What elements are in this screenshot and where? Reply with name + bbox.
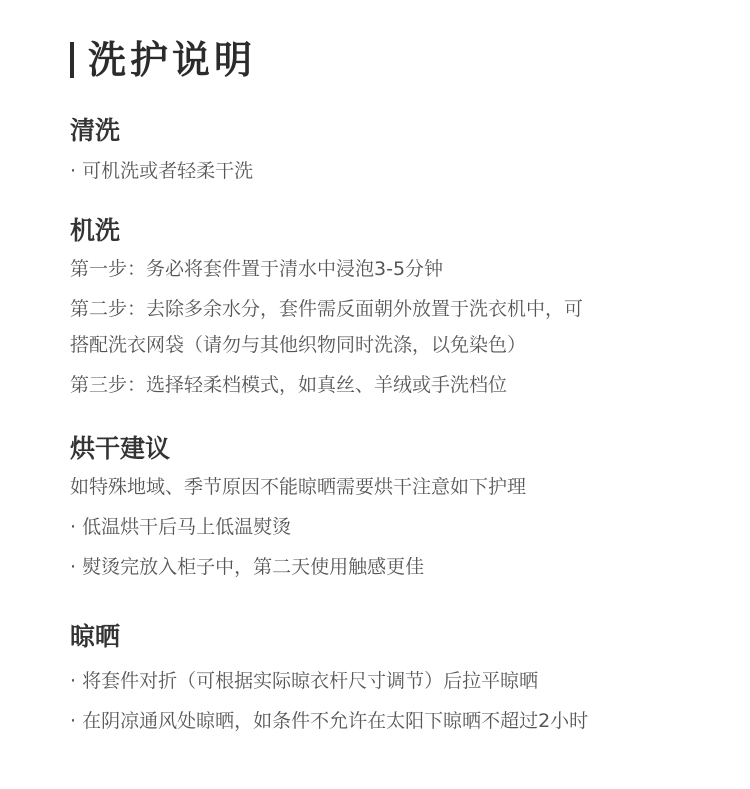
- air-dry-item: · 在阴凉通风处晾晒，如条件不允许在太阳下晾晒不超过2小时: [70, 710, 589, 732]
- drying-item: · 熨烫完放入柜子中，第二天使用触感更佳: [70, 556, 425, 578]
- section-heading-air-dry: 晾晒: [70, 622, 121, 651]
- section-wash: [70, 114, 690, 186]
- section-air-dry: [70, 620, 690, 736]
- wash-item: · 可机洗或者轻柔干洗: [70, 160, 254, 182]
- title-accent-bar: [70, 42, 74, 78]
- drying-intro: 如特殊地域、季节原因不能晾晒需要烘干注意如下护理: [70, 476, 527, 498]
- drying-item: · 低温烘干后马上低温熨烫: [70, 516, 292, 538]
- section-machine-wash: [70, 214, 690, 400]
- machine-step-2: 第二步：去除多余水分，套件需反面朝外放置于洗衣机中，可: [70, 298, 584, 320]
- machine-step-1: 第一步：务必将套件置于清水中浸泡3-5分钟: [70, 258, 444, 280]
- air-dry-item: · 将套件对折（可根据实际晾衣杆尺寸调节）后拉平晾晒: [70, 670, 539, 692]
- section-heading-machine-wash: 机洗: [70, 216, 121, 245]
- machine-step-2-continued: 搭配洗衣网袋（请勿与其他织物同时洗涤，以免染色）: [70, 334, 527, 356]
- page-header: [70, 36, 256, 84]
- section-drying: [70, 432, 690, 582]
- section-heading-wash: 清洗: [70, 116, 121, 145]
- section-heading-drying: 烘干建议: [70, 434, 171, 463]
- machine-step-3: 第三步：选择轻柔档模式，如真丝、羊绒或手洗档位: [70, 374, 508, 396]
- page-title: 洗护说明: [88, 38, 257, 82]
